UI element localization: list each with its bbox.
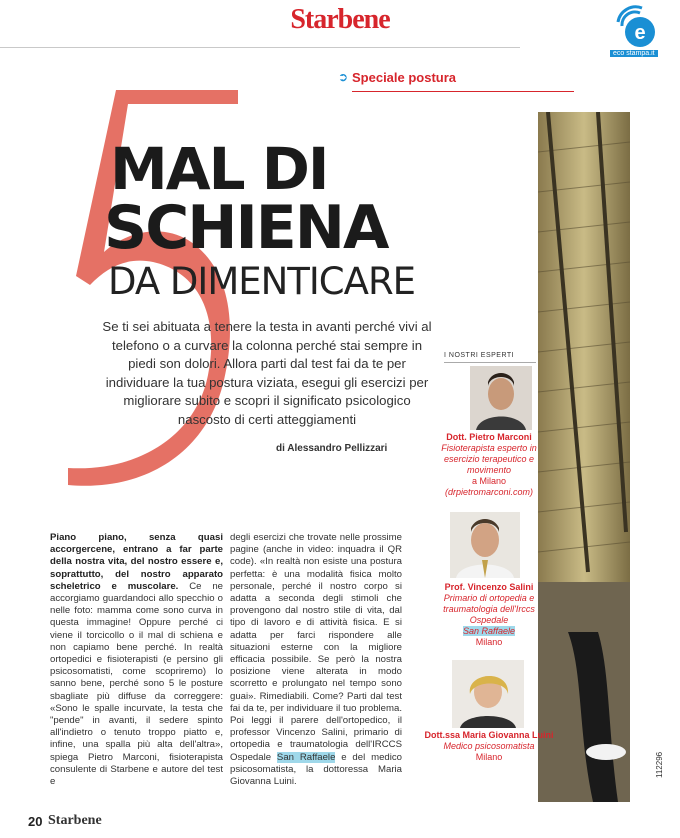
body-intro-bold: Piano piano, senza quasi accorgercene, entrano a far parte della nostra vita, del nostro essere e, soprattutto, del nostro apparato scheletrico e muscolare.	[50, 532, 223, 592]
expert-place: a Milano	[471, 476, 507, 486]
title-line-1: MAL DI	[110, 135, 328, 203]
expert-place: Milano	[475, 637, 503, 647]
body-column-2	[230, 532, 402, 788]
expert-hospital: San Raffaele	[462, 626, 516, 636]
ecostampa-tag: eco stampa.it	[610, 50, 658, 57]
expert-role: Medico psicosomatista	[443, 741, 535, 751]
magazine-brand: Starbene	[290, 4, 390, 35]
expert-name: Dott. Pietro Marconi	[446, 432, 532, 442]
experts-rule	[444, 362, 536, 363]
section-arrow-icon: ➲	[338, 70, 349, 84]
body-column-1	[50, 532, 223, 788]
title-line-2: SCHIENA	[104, 193, 388, 263]
svg-text:e: e	[634, 22, 646, 44]
expert-name: Dott.ssa Maria Giovanna Luini	[424, 730, 554, 740]
expert-website: (drpietromarconi.com)	[444, 487, 534, 497]
byline: di Alessandro Pellizzari	[276, 443, 388, 454]
page-number: 20	[28, 814, 43, 829]
expert-photo-luini	[452, 660, 524, 728]
expert-role: Fisioterapista esperto in esercizio terapeutico e movimento	[441, 443, 537, 475]
expert-role: Primario di ortopedia e traumatologia dell'Irccs Ospedale	[443, 593, 535, 625]
body-text: degli esercizi che trovate nelle prossime pagine (anche in video: inquadra il QR code). «In realtà non esiste una postura perfetta: è una modalità fisica molto personale, perché il nostro corpo si adatta a seconda degli stimoli che provengono dal nostro stile di vita, dal tipo di lavoro e di attività fisica. E si adatta per farci rispondere alle situazioni esterne con la migliore efficacia possibile. Se però la nostra posizione viene alterata in modo scorretto e prolungato nel tempo sono guai». Rimediabili. Come? Parti dal test fai da te, per individuare il tuo problema. Poi leggi il parere dell'ortopedico, il professor Vincenzo Salini, primario di ortopedia e traumatologia dell'IRCCS Ospedale	[230, 532, 402, 763]
expert-card-1	[424, 432, 554, 498]
section-rule	[352, 91, 574, 92]
ecostampa-logo-icon	[612, 4, 658, 50]
expert-place: Milano	[475, 752, 503, 762]
experts-label: I NOSTRI ESPERTI	[444, 352, 515, 359]
body-highlight: San Raffaele	[276, 751, 336, 763]
expert-card-2	[424, 582, 554, 648]
header-rule	[0, 47, 520, 48]
section-label: Speciale postura	[352, 70, 457, 85]
title-line-3: DA DIMENTICARE	[108, 260, 416, 303]
side-code: 112296	[655, 751, 664, 778]
body-text: e del medico psicosomatista, la dottoressa Maria Giovanna Luini.	[230, 751, 403, 788]
body-text: Ce ne accorgiamo guardandoci allo specchio o nelle foto: mamma come sono curva in questa immagine! Oppure perché ci viene il torcicollo o il mal di schiena e non capiamo bene perché. In realtà ortopedici e fisioterapisti (e persino gli psicosomatisti, come scopriremo) lo sanno bene, perché sono 5 le posture sbagliate più diffuse da correggere: «Sono le spalle incurvate, la testa che "pende" in avanti, il sedere spinto all'indietro o tenuto troppo piatto e, infine, una spalla più alta dell'altra», spiega Pietro Marconi, fisioterapista consulente di Starbene e autore del test e	[50, 580, 223, 788]
expert-name: Prof. Vincenzo Salini	[444, 582, 534, 592]
expert-photo-salini	[450, 512, 520, 578]
footer-brand: Starbene	[48, 813, 102, 828]
expert-photo-marconi	[470, 366, 532, 430]
lead-paragraph: Se ti sei abituata a tenere la testa in avanti perché vivi al telefono o a curvare la colonna perché stai sempre in piedi son dolori. Allora parti dal test fai da te per individuare la tua postura viziata, esegui gli esercizi per migliorare subito e scopri il significato psicologico nascosto di certi atteggiamenti	[102, 319, 432, 427]
expert-card-3	[424, 730, 554, 763]
